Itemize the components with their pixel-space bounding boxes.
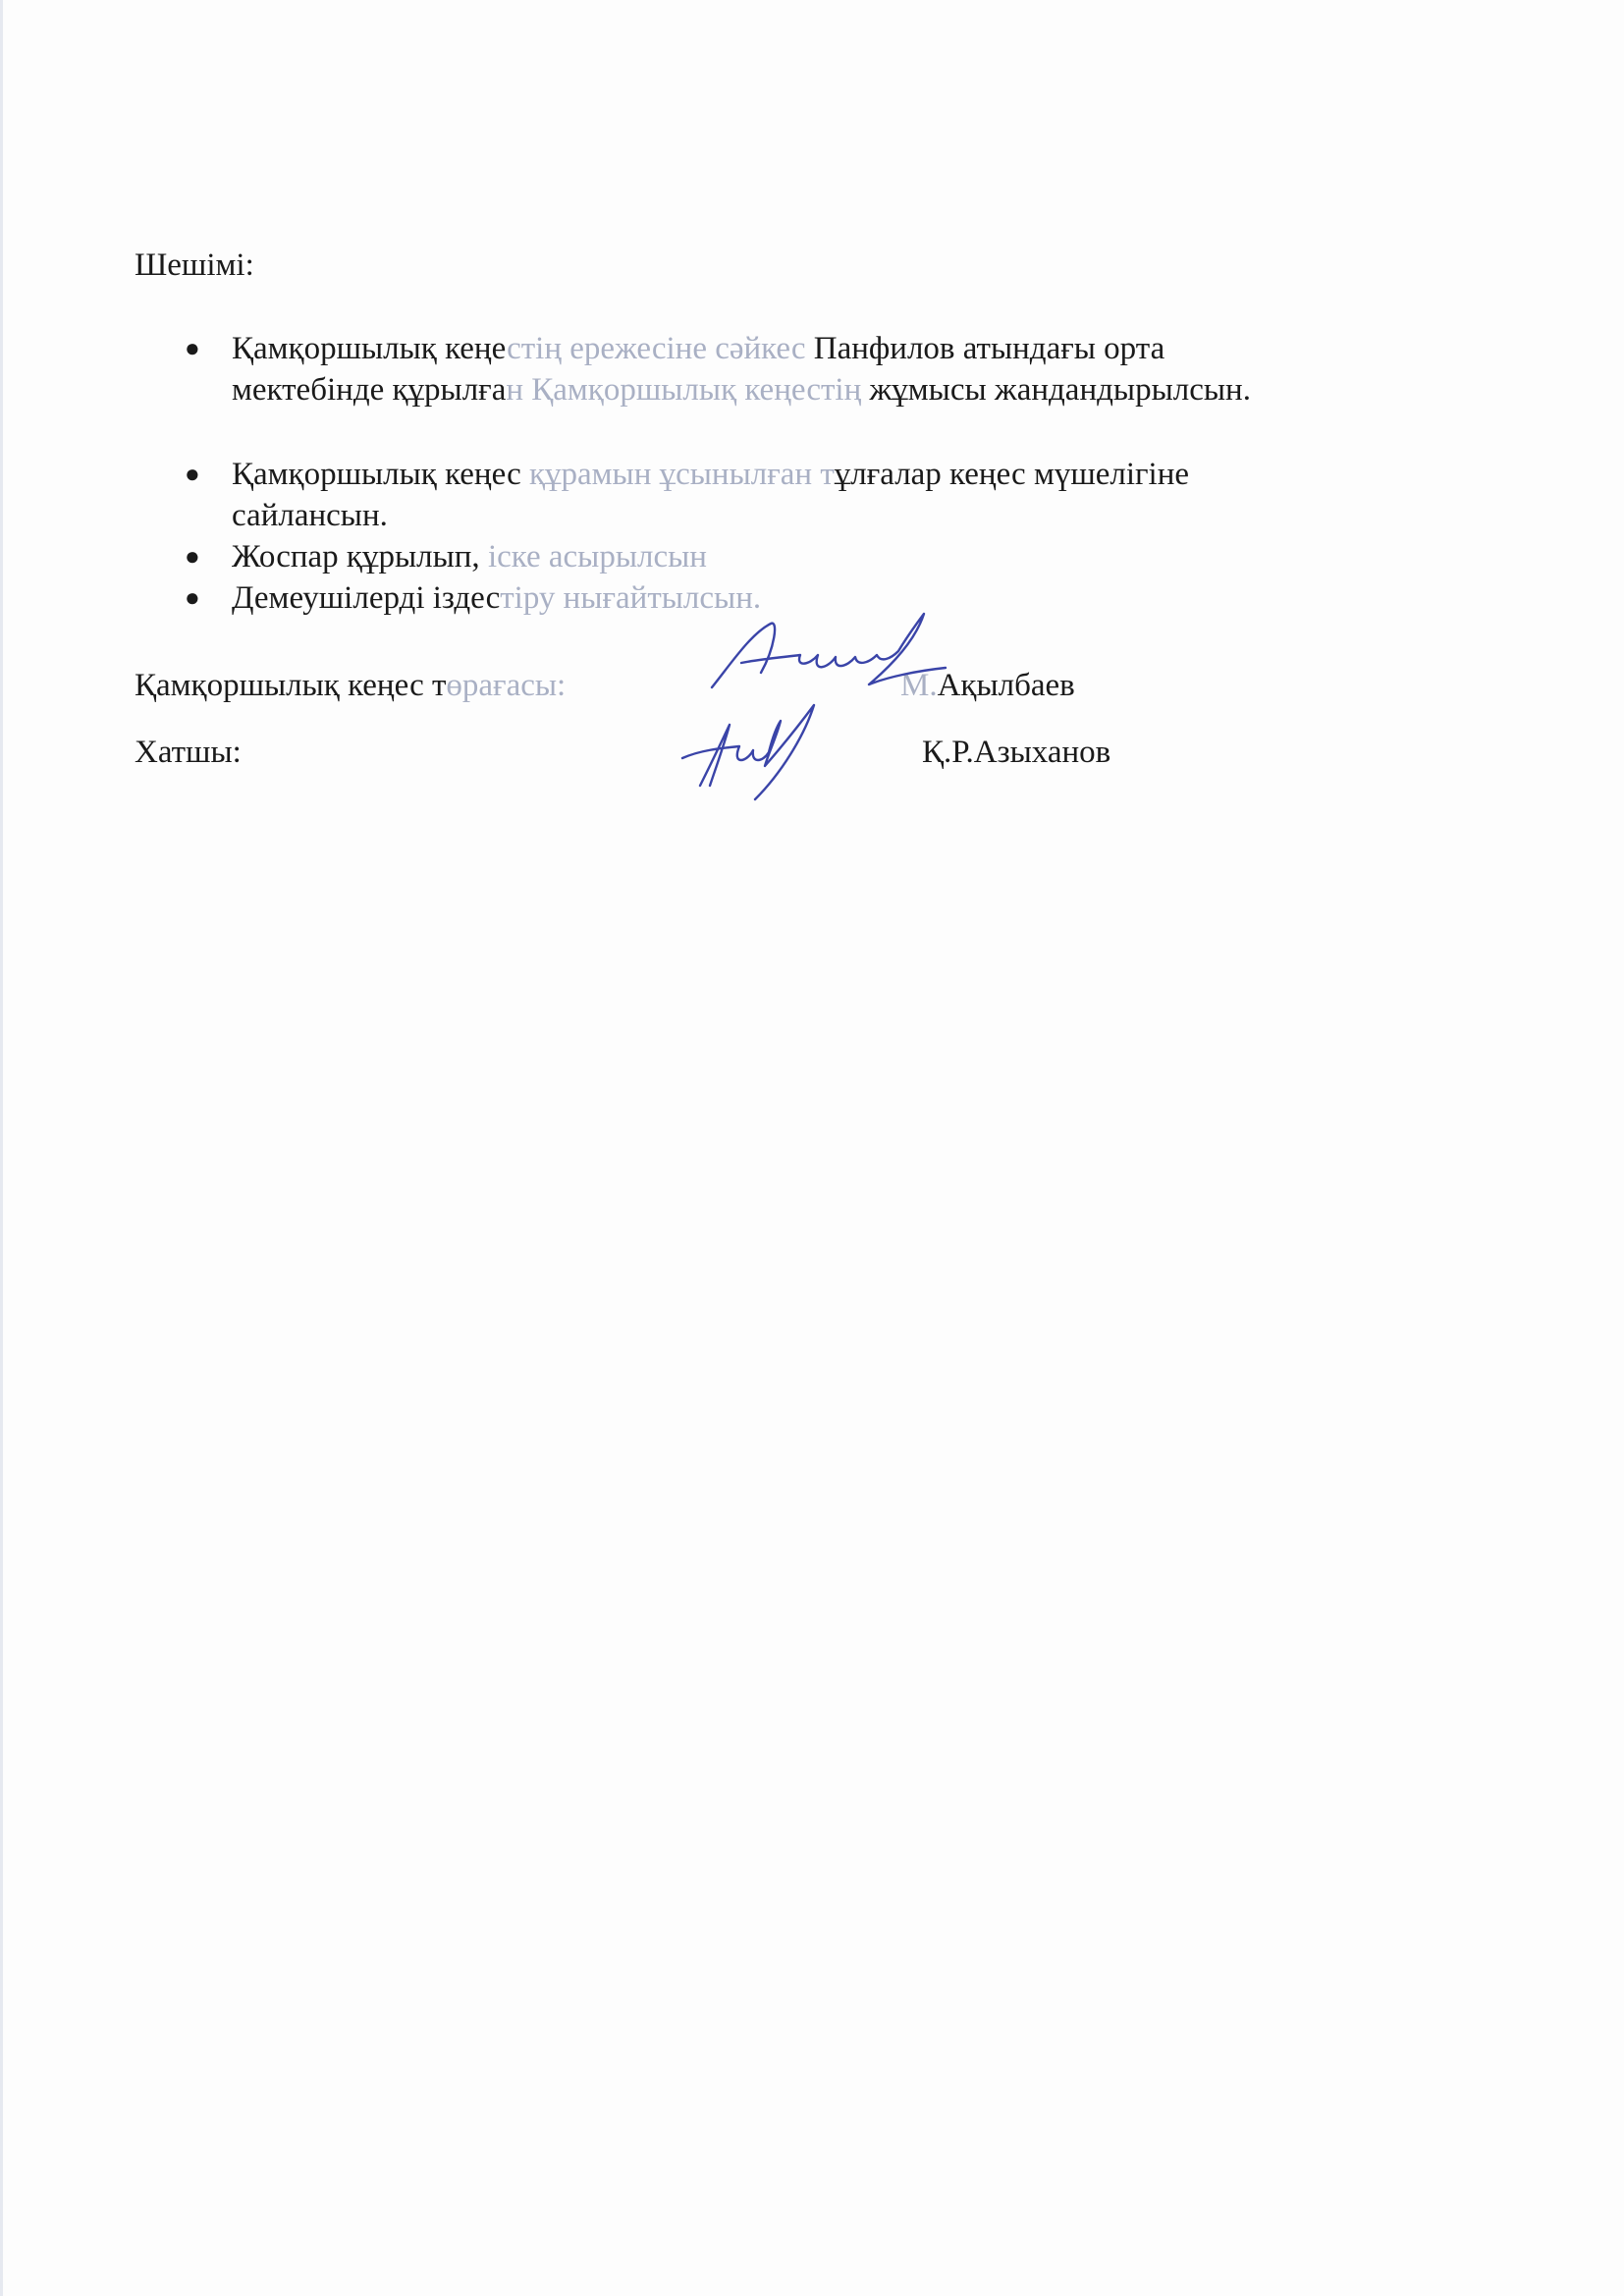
signatory-name: М.Ақылбаев bbox=[900, 668, 1075, 703]
signatory-role: Қамқоршылық кеңес төрағасы: bbox=[135, 668, 567, 703]
decision-item bbox=[185, 328, 1508, 410]
decision-text: Қамқоршылық кеңестің ережесіне сәйкес Панфилов атындағы орта мектебінде құрылған Қамқоршылық кеңестің жұмысы жандандырылсын. bbox=[232, 331, 1251, 408]
decision-text: Жоспар құрылып, іске асырылсын bbox=[232, 539, 707, 574]
secretary-signature bbox=[671, 687, 847, 805]
decision-item bbox=[185, 454, 1508, 536]
decision-list bbox=[185, 328, 1508, 619]
signatory-name: Қ.Р.Азыханов bbox=[922, 735, 1111, 770]
scan-edge bbox=[0, 0, 3, 2296]
decision-text: Демеушілерді іздестіру нығайтылсын. bbox=[232, 580, 762, 616]
chair-signature bbox=[702, 594, 957, 702]
decision-text: Қамқоршылық кеңес құрамын ұсынылған тұлғалар кеңес мүшелігіне сайлансын. bbox=[232, 457, 1190, 533]
signatory-role: Хатшы: bbox=[135, 735, 242, 770]
bullet-icon: ● bbox=[185, 460, 200, 488]
decision-item bbox=[185, 536, 1508, 577]
bullet-icon: ● bbox=[185, 542, 200, 571]
decision-heading: Шешімі: bbox=[135, 247, 254, 283]
bullet-icon: ● bbox=[185, 334, 200, 362]
bullet-icon: ● bbox=[185, 583, 200, 612]
